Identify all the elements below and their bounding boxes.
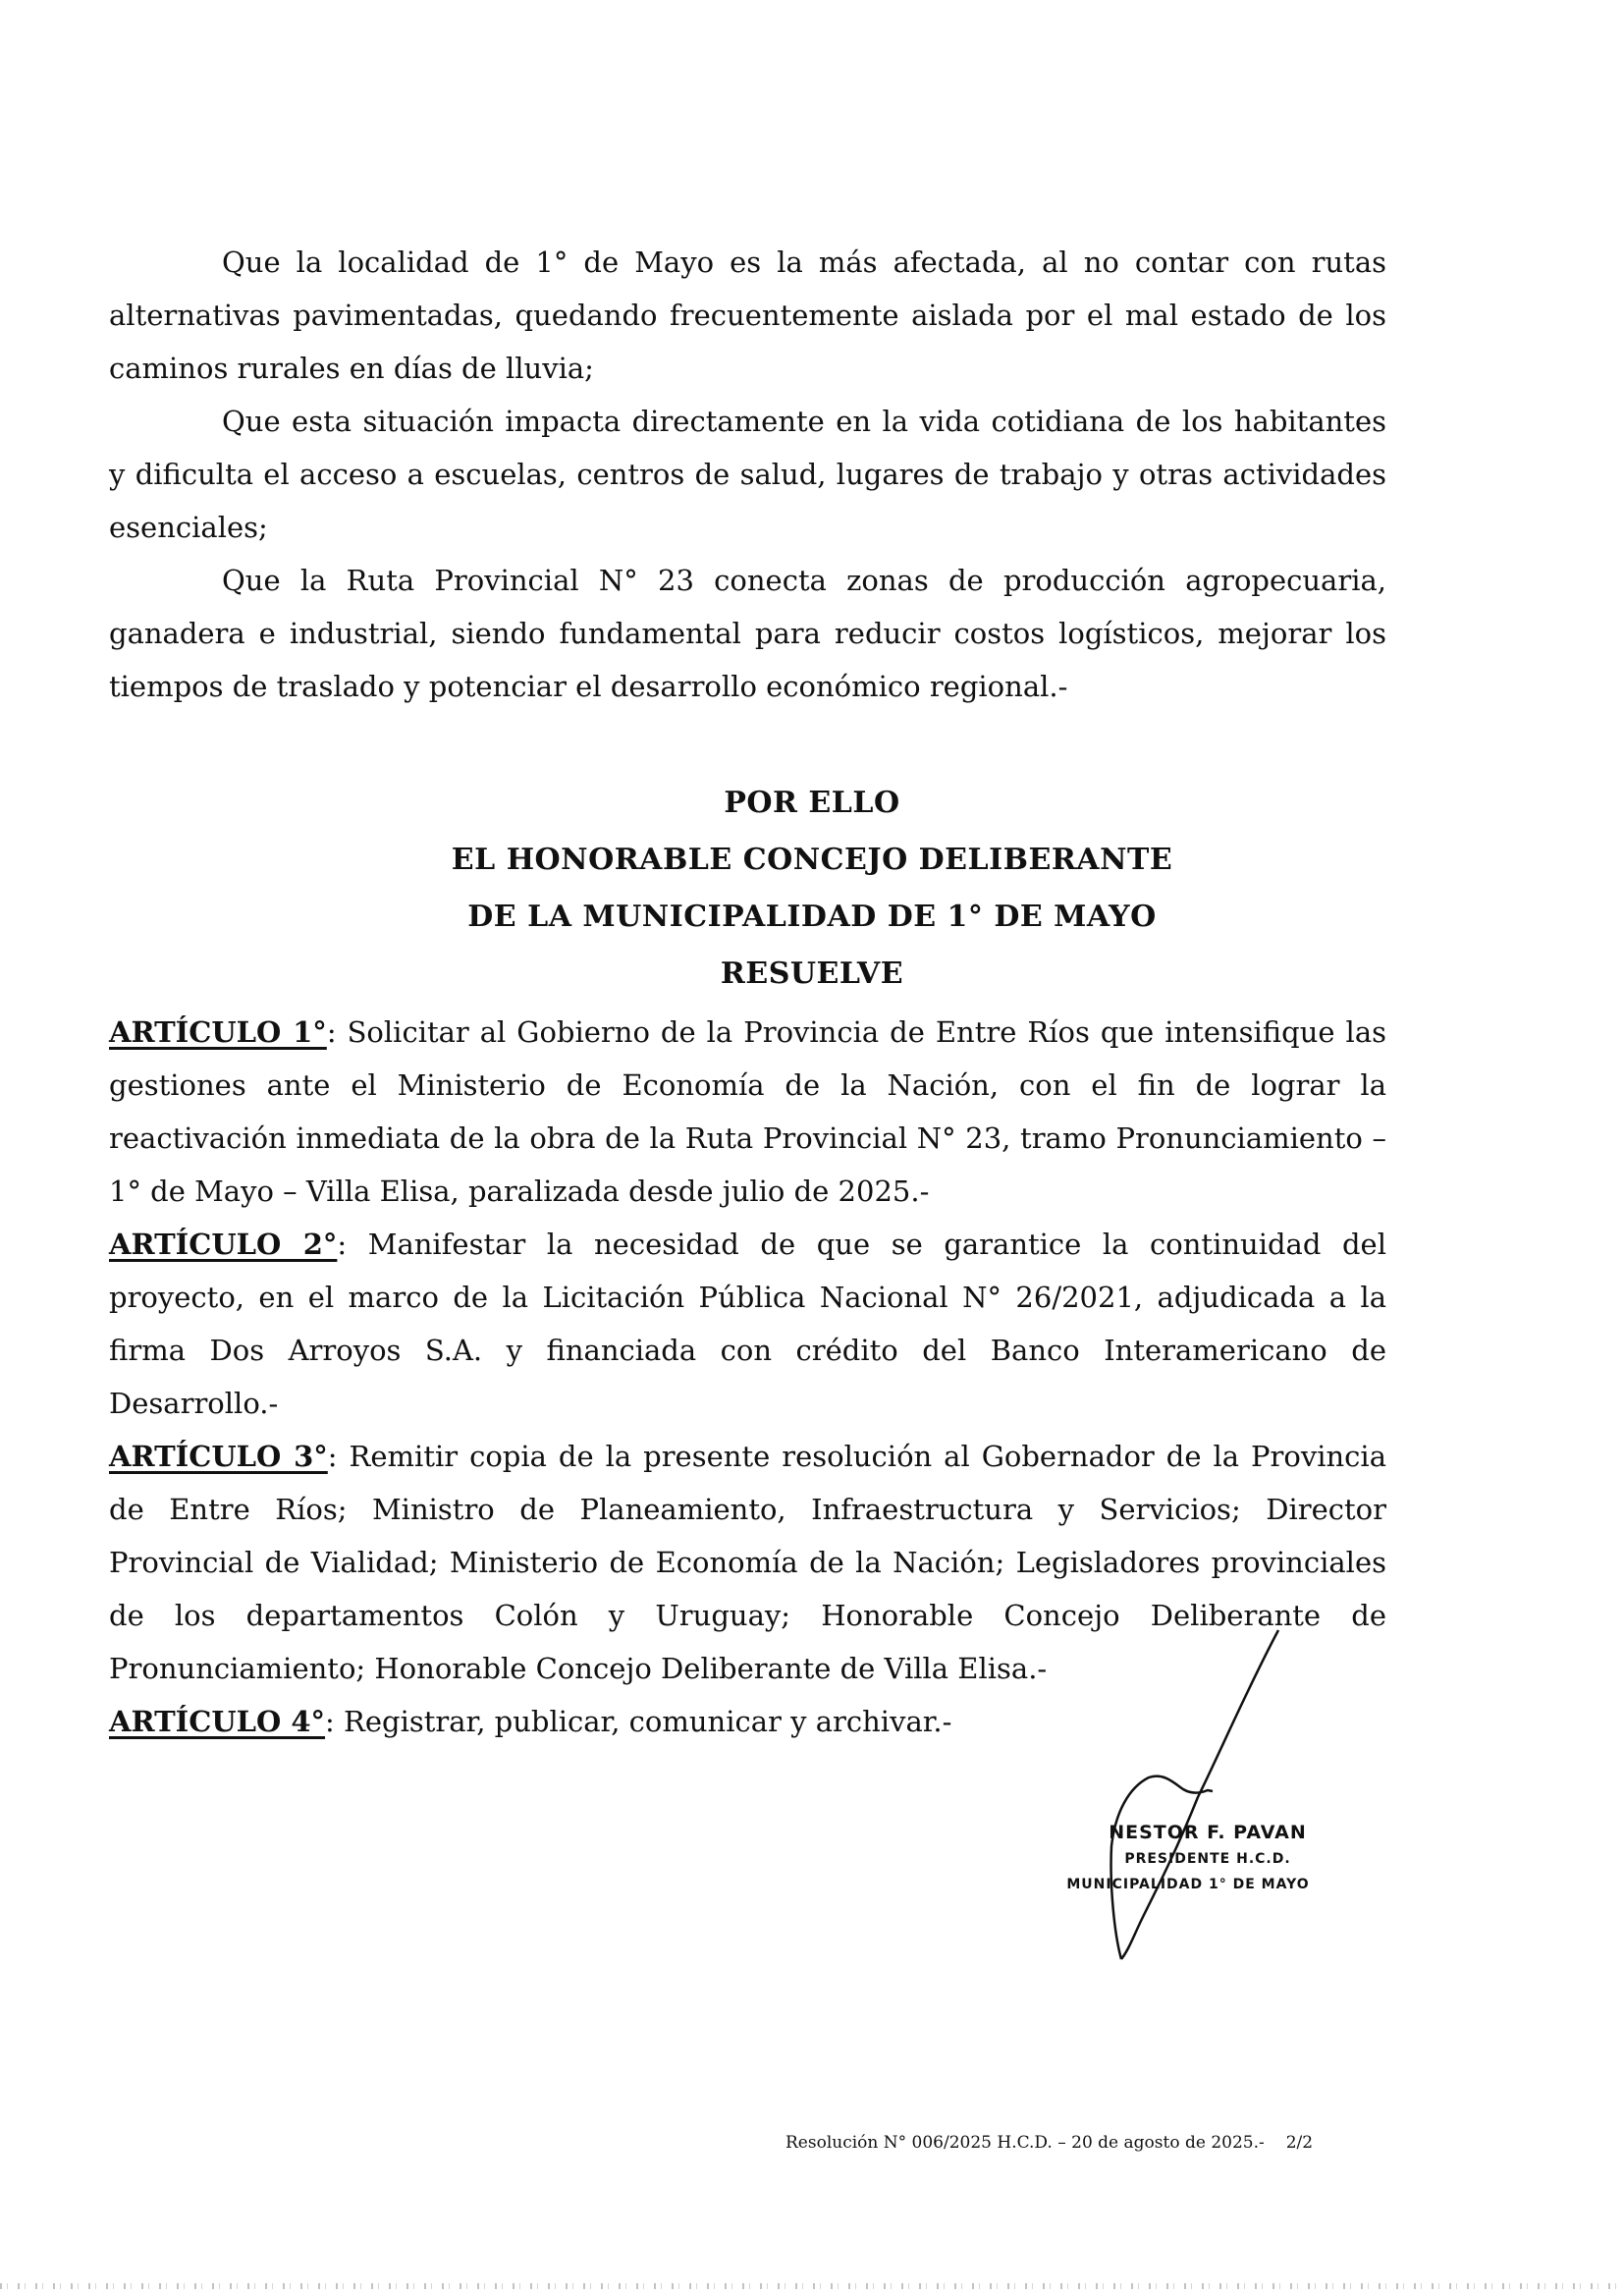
considerando-paragraph: Que la Ruta Provincial N° 23 conecta zonas de producción agropecuaria, ganadera e industrial, siendo fundamental para reducir costos logísticos, mejorar los tiempos de traslado y potenciar el desarrollo económico regional.-: [109, 564, 1386, 703]
resolution-reference: Resolución N° 006/2025 H.C.D. – 20 de agosto de 2025.-: [785, 2133, 1265, 2153]
heading-council: EL HONORABLE CONCEJO DELIBERANTE: [451, 843, 1173, 877]
article-label: ARTÍCULO 3°: [109, 1440, 328, 1473]
signature-stamp: [1041, 1822, 1335, 1892]
article-label: ARTÍCULO 1°: [109, 1015, 327, 1049]
considerando-paragraph: Que la localidad de 1° de Mayo es la más afectada, al no contar con rutas alternativas pavimentadas, quedando frecuentemente aislada por el mal estado de los caminos rurales en días de lluvia;: [109, 246, 1386, 385]
article-text: : Remitir copia de la presente resolución al Gobernador de la Provincia de Entre Ríos; Ministro de Planeamiento, Infraestructura y Servicios; Director Provincial de Vialidad; Ministerio de Economía de la Nación; Legisladores provinciales de los departamentos Colón y Uruguay; Honorable Concejo Deliberante de Pronunciamiento; Honorable Concejo Deliberante de Villa Elisa.-: [109, 1440, 1386, 1685]
considerando-paragraph: Que esta situación impacta directamente en la vida cotidiana de los habitantes y dificulta el acceso a escuelas, centros de salud, lugares de trabajo y otras actividades esenciales;: [109, 405, 1386, 544]
article-label: ARTÍCULO 2°: [109, 1228, 338, 1261]
handwritten-signature-icon: [1051, 1620, 1424, 1994]
signatory-organization: MUNICIPALIDAD 1° DE MAYO: [1066, 1877, 1310, 1892]
article-text: : Solicitar al Gobierno de la Provincia de Entre Ríos que intensifique las gestiones ante el Ministerio de Economía de la Nación, con el fin de lograr la reactivación inmediata de la obra de la Ruta Provincial N° 23, tramo Pronunciamiento – 1° de Mayo – Villa Elisa, paralizada desde julio de 2025.-: [109, 1015, 1386, 1208]
article-label: ARTÍCULO 4°: [109, 1705, 326, 1738]
article-text: : Registrar, publicar, comunicar y archivar.-: [325, 1705, 952, 1738]
page-footer: [785, 2133, 1313, 2153]
page-number: 2/2: [1285, 2133, 1314, 2153]
heading-por-ello: POR ELLO: [724, 786, 900, 820]
article-text: : Manifestar la necesidad de que se garantice la continuidad del proyecto, en el marco de la Licitación Pública Nacional N° 26/2021, adjudicada a la firma Dos Arroyos S.A. y financiada con crédito del Banco Interamericano de Desarrollo.-: [109, 1228, 1386, 1420]
article-1: [109, 1006, 1386, 1218]
resolution-heading: [0, 775, 1624, 1003]
heading-municipality: DE LA MUNICIPALIDAD DE 1° DE MAYO: [467, 900, 1157, 934]
heading-resuelve: RESUELVE: [720, 956, 904, 991]
article-2: [109, 1218, 1386, 1430]
signatory-role: PRESIDENTE H.C.D.: [1124, 1851, 1291, 1867]
scan-edge-artifact: [0, 2283, 1624, 2289]
considerandos-section: [109, 236, 1386, 713]
signatory-name: NESTOR F. PAVAN: [1109, 1822, 1307, 1843]
